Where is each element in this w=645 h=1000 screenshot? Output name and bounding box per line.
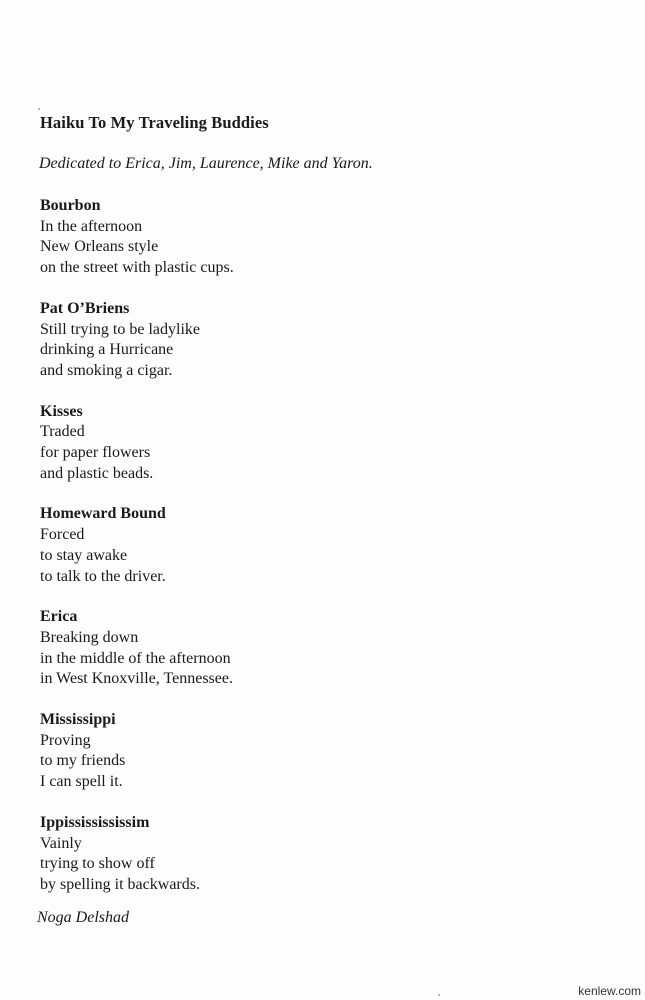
- dedication: Dedicated to Erica, Jim, Laurence, Mike and Yaron.: [39, 155, 373, 172]
- poem-line: to stay awake: [40, 546, 128, 564]
- poem-title: Pat O’Briens: [40, 299, 130, 317]
- poem-title: Mississippi: [40, 711, 116, 729]
- poem: [40, 813, 600, 896]
- poem-title: Erica: [40, 608, 78, 626]
- poem-title: Homeward Bound: [40, 505, 166, 523]
- poem-title: Kisses: [40, 402, 83, 420]
- document-title: Haiku To My Traveling Buddies: [40, 113, 269, 132]
- poem-line: in the middle of the afternoon: [40, 649, 231, 667]
- poem: [40, 607, 600, 690]
- author-signature: Noga Delshad: [37, 909, 129, 926]
- scan-speck: [38, 108, 40, 110]
- poem: [40, 196, 600, 279]
- poem-title: Bourbon: [40, 197, 101, 214]
- poem-line: drinking a Hurricane: [40, 341, 174, 359]
- poem-line: for paper flowers: [40, 444, 151, 462]
- poem-line: and smoking a cigar.: [40, 361, 173, 379]
- poem: [40, 299, 600, 382]
- poem: [40, 710, 600, 793]
- watermark: kenlew.com: [578, 984, 641, 998]
- poem: [40, 402, 600, 485]
- poem-line: Proving: [40, 731, 91, 749]
- poem-line: by spelling it backwards.: [40, 875, 200, 893]
- poem-line: Vainly: [40, 834, 82, 852]
- poem-line: in West Knoxville, Tennessee.: [40, 670, 233, 688]
- poem: [40, 504, 600, 587]
- poem-line: Forced: [40, 526, 85, 544]
- scan-speck: [438, 994, 440, 996]
- poem-line: Breaking down: [40, 628, 139, 646]
- poem-line: on the street with plastic cups.: [40, 259, 234, 277]
- poem-line: to my friends: [40, 752, 126, 770]
- poem-line: to talk to the driver.: [40, 567, 166, 585]
- poem-line: trying to show off: [40, 855, 155, 873]
- poem-line: Traded: [40, 423, 85, 441]
- poem-line: In the afternoon: [40, 217, 143, 235]
- poem-line: Still trying to be ladylike: [40, 320, 200, 338]
- poem-line: New Orleans style: [40, 238, 159, 256]
- poem-line: I can spell it.: [40, 773, 123, 791]
- poem-list: [40, 196, 600, 916]
- poem-title: Ippississississim: [40, 813, 150, 831]
- poem-line: and plastic beads.: [40, 464, 154, 482]
